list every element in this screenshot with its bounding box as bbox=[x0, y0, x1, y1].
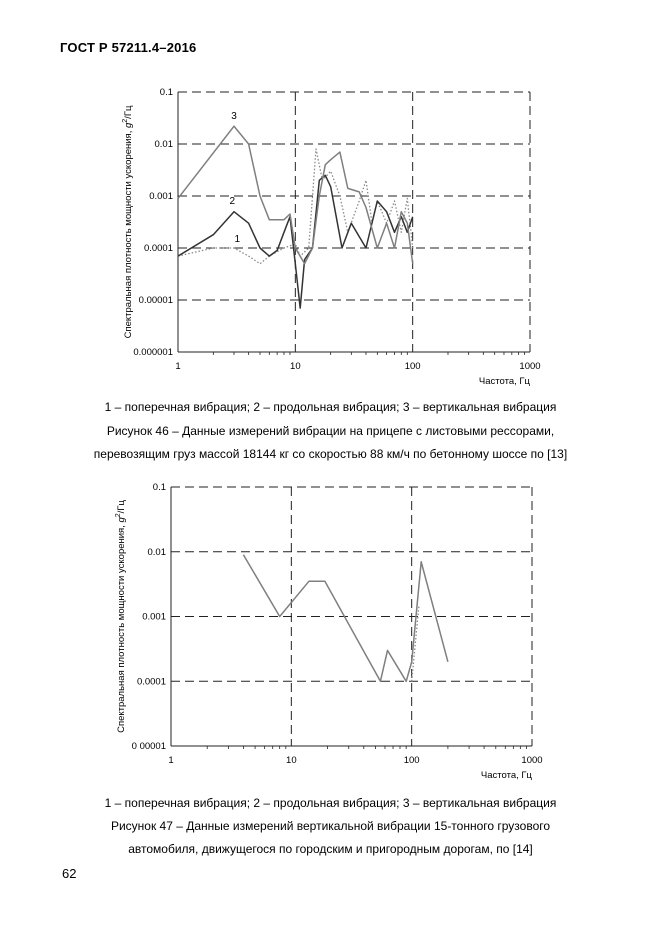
y-tick-label: 0 00001 bbox=[131, 741, 166, 752]
page-number: 62 bbox=[62, 866, 77, 881]
figure-46-caption-line-1: Рисунок 46 – Данные измерений вибрации на прицепе с листовыми рессорами, bbox=[106, 424, 555, 438]
x-tick-label: 1 bbox=[175, 361, 181, 372]
y-tick-label: 0.001 bbox=[149, 191, 173, 202]
x-tick-label: 100 bbox=[403, 755, 420, 766]
y-axis-label: Спектральная плотность мощности ускорения, $g^2/Гц$ bbox=[115, 500, 127, 733]
chart-figure-47 bbox=[0, 478, 661, 788]
y-tick-label: 0.001 bbox=[142, 611, 166, 623]
x-tick-label: 1000 bbox=[519, 361, 541, 372]
x-tick-label: 1 bbox=[168, 755, 174, 766]
figure-47-legend: 1 – поперечная вибрация; 2 – продольная вибрация; 3 – вертикальная вибрация bbox=[104, 796, 557, 810]
y-axis-label: Спектральная плотность мощности ускорения, $g^2/Гц$ bbox=[122, 105, 134, 339]
y-tick-label: 0.0001 bbox=[136, 676, 166, 688]
y-tick-label: 0.01 bbox=[154, 139, 173, 150]
x-axis-label: Частота, Гц bbox=[478, 376, 530, 387]
figure-46-legend: 1 – поперечная вибрация; 2 – продольная вибрация; 3 – вертикальная вибрация bbox=[104, 400, 557, 414]
series-label-2: 2 bbox=[229, 196, 236, 208]
document-header: ГОСТ Р 57211.4–2016 bbox=[60, 40, 197, 55]
figure-47-caption-line-2: автомобиля, движущегося по городским и пригородным дорогам, по [14] bbox=[128, 842, 533, 856]
figure-47-caption-line-1: Рисунок 47 – Данные измерений вертикальной вибрации 15-тонного грузового bbox=[110, 819, 551, 833]
x-axis-label: Частота, Гц bbox=[480, 770, 532, 781]
figure-46-caption-line-2: перевозящим груз массой 18144 кг со скоростью 88 км/ч по бетонному шоссе по [13] bbox=[93, 447, 568, 461]
series-label-3: 3 bbox=[231, 111, 237, 123]
y-tick-label: 0.1 bbox=[152, 482, 166, 493]
y-tick-label: 0.0001 bbox=[143, 243, 173, 254]
y-tick-label: 0.000001 bbox=[133, 347, 173, 358]
x-tick-label: 100 bbox=[404, 361, 421, 372]
x-tick-label: 1000 bbox=[521, 755, 543, 766]
x-tick-label: 10 bbox=[286, 755, 297, 766]
x-tick-label: 10 bbox=[290, 361, 301, 372]
y-tick-label: 0.01 bbox=[147, 546, 166, 558]
chart-figure-46 bbox=[0, 80, 661, 390]
series-label-1: 1 bbox=[234, 234, 241, 246]
y-tick-label: 0.1 bbox=[159, 87, 173, 98]
y-tick-label: 0.00001 bbox=[138, 295, 173, 306]
